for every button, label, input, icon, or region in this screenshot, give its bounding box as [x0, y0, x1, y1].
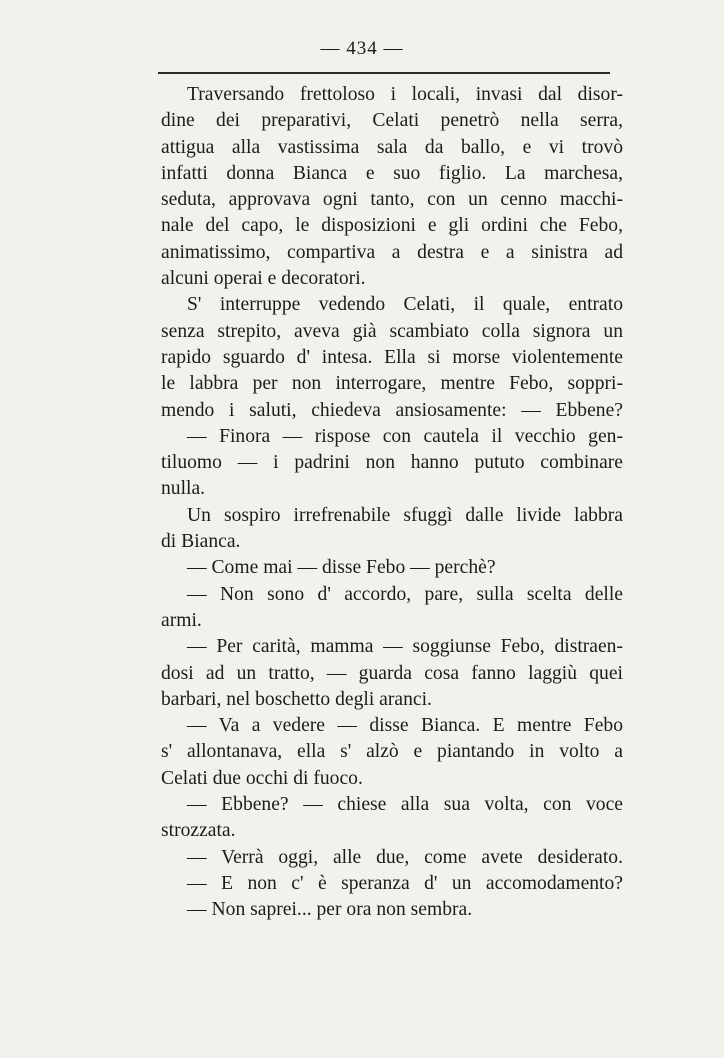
text-line: S' interruppe vedendo Celati, il quale, entrato [187, 294, 623, 316]
header-rule [158, 72, 610, 74]
text-line: — Come mai — disse Febo — perchè? [187, 557, 496, 579]
text-line: Celati due occhi di fuoco. [161, 767, 363, 789]
text-line: — Verrà oggi, alle due, come avete desiderato. [187, 846, 623, 868]
text-line: — Finora — rispose con cautela il vecchio gen- [187, 425, 623, 447]
text-line: Un sospiro irrefrenabile sfuggì dalle livide labbra [187, 504, 623, 526]
text-line: — Ebbene? — chiese alla sua volta, con voce [187, 794, 623, 816]
text-line: — Per carità, mamma — soggiunse Febo, distraen- [187, 636, 623, 658]
text-line: le labbra per non interrogare, mentre Febo, soppri- [161, 373, 623, 395]
text-line: — Non saprei... per ora non sembra. [187, 899, 473, 921]
text-line: senza strepito, aveva già scambiato colla signora un [161, 320, 623, 342]
text-line: Traversando frettoloso i locali, invasi dal disor- [187, 84, 623, 105]
text-line: barbari, nel boschetto degli aranci. [161, 688, 432, 710]
text-line: dine dei preparativi, Celati penetrò nella serra, [161, 110, 623, 132]
text-line: — Non sono d' accordo, pare, sulla scelta delle [187, 583, 623, 605]
text-line: nale del capo, le disposizioni e gli ordini che Febo, [161, 215, 623, 237]
text-line: mendo i saluti, chiedeva ansiosamente: — Ebbene? [161, 399, 623, 421]
text-line: di Bianca. [161, 531, 241, 553]
text-line: armi. [161, 609, 202, 631]
text-line: nulla. [161, 478, 206, 500]
text-line: — E non c' è speranza d' un accomodamento? [187, 872, 623, 894]
text-line: s' allontanava, ella s' alzò e piantando in volto a [161, 741, 623, 763]
text-line: attigua alla vastissima sala da ballo, e vi trovò [161, 136, 623, 158]
text-line: dosi ad un tratto, — guarda cosa fanno laggiù quei [161, 662, 623, 684]
text-line: rapido sguardo d' intesa. Ella si morse violentemente [161, 346, 623, 368]
text-line: tiluomo — i padrini non hanno pututo combinare [161, 452, 623, 474]
text-line: alcuni operai e decoratori. [161, 268, 366, 290]
page-number: — 434 — [320, 38, 404, 59]
text-line: — Va a vedere — disse Bianca. E mentre Febo [187, 715, 623, 737]
text-line: strozzata. [161, 820, 236, 842]
page-body-text [161, 82, 623, 924]
text-line: animatissimo, compartiva a destra e a sinistra ad [161, 241, 623, 263]
text-line: seduta, approvava ogni tanto, con un cenno macchi- [161, 189, 623, 211]
text-line: infatti donna Bianca e suo figlio. La marchesa, [161, 162, 623, 184]
